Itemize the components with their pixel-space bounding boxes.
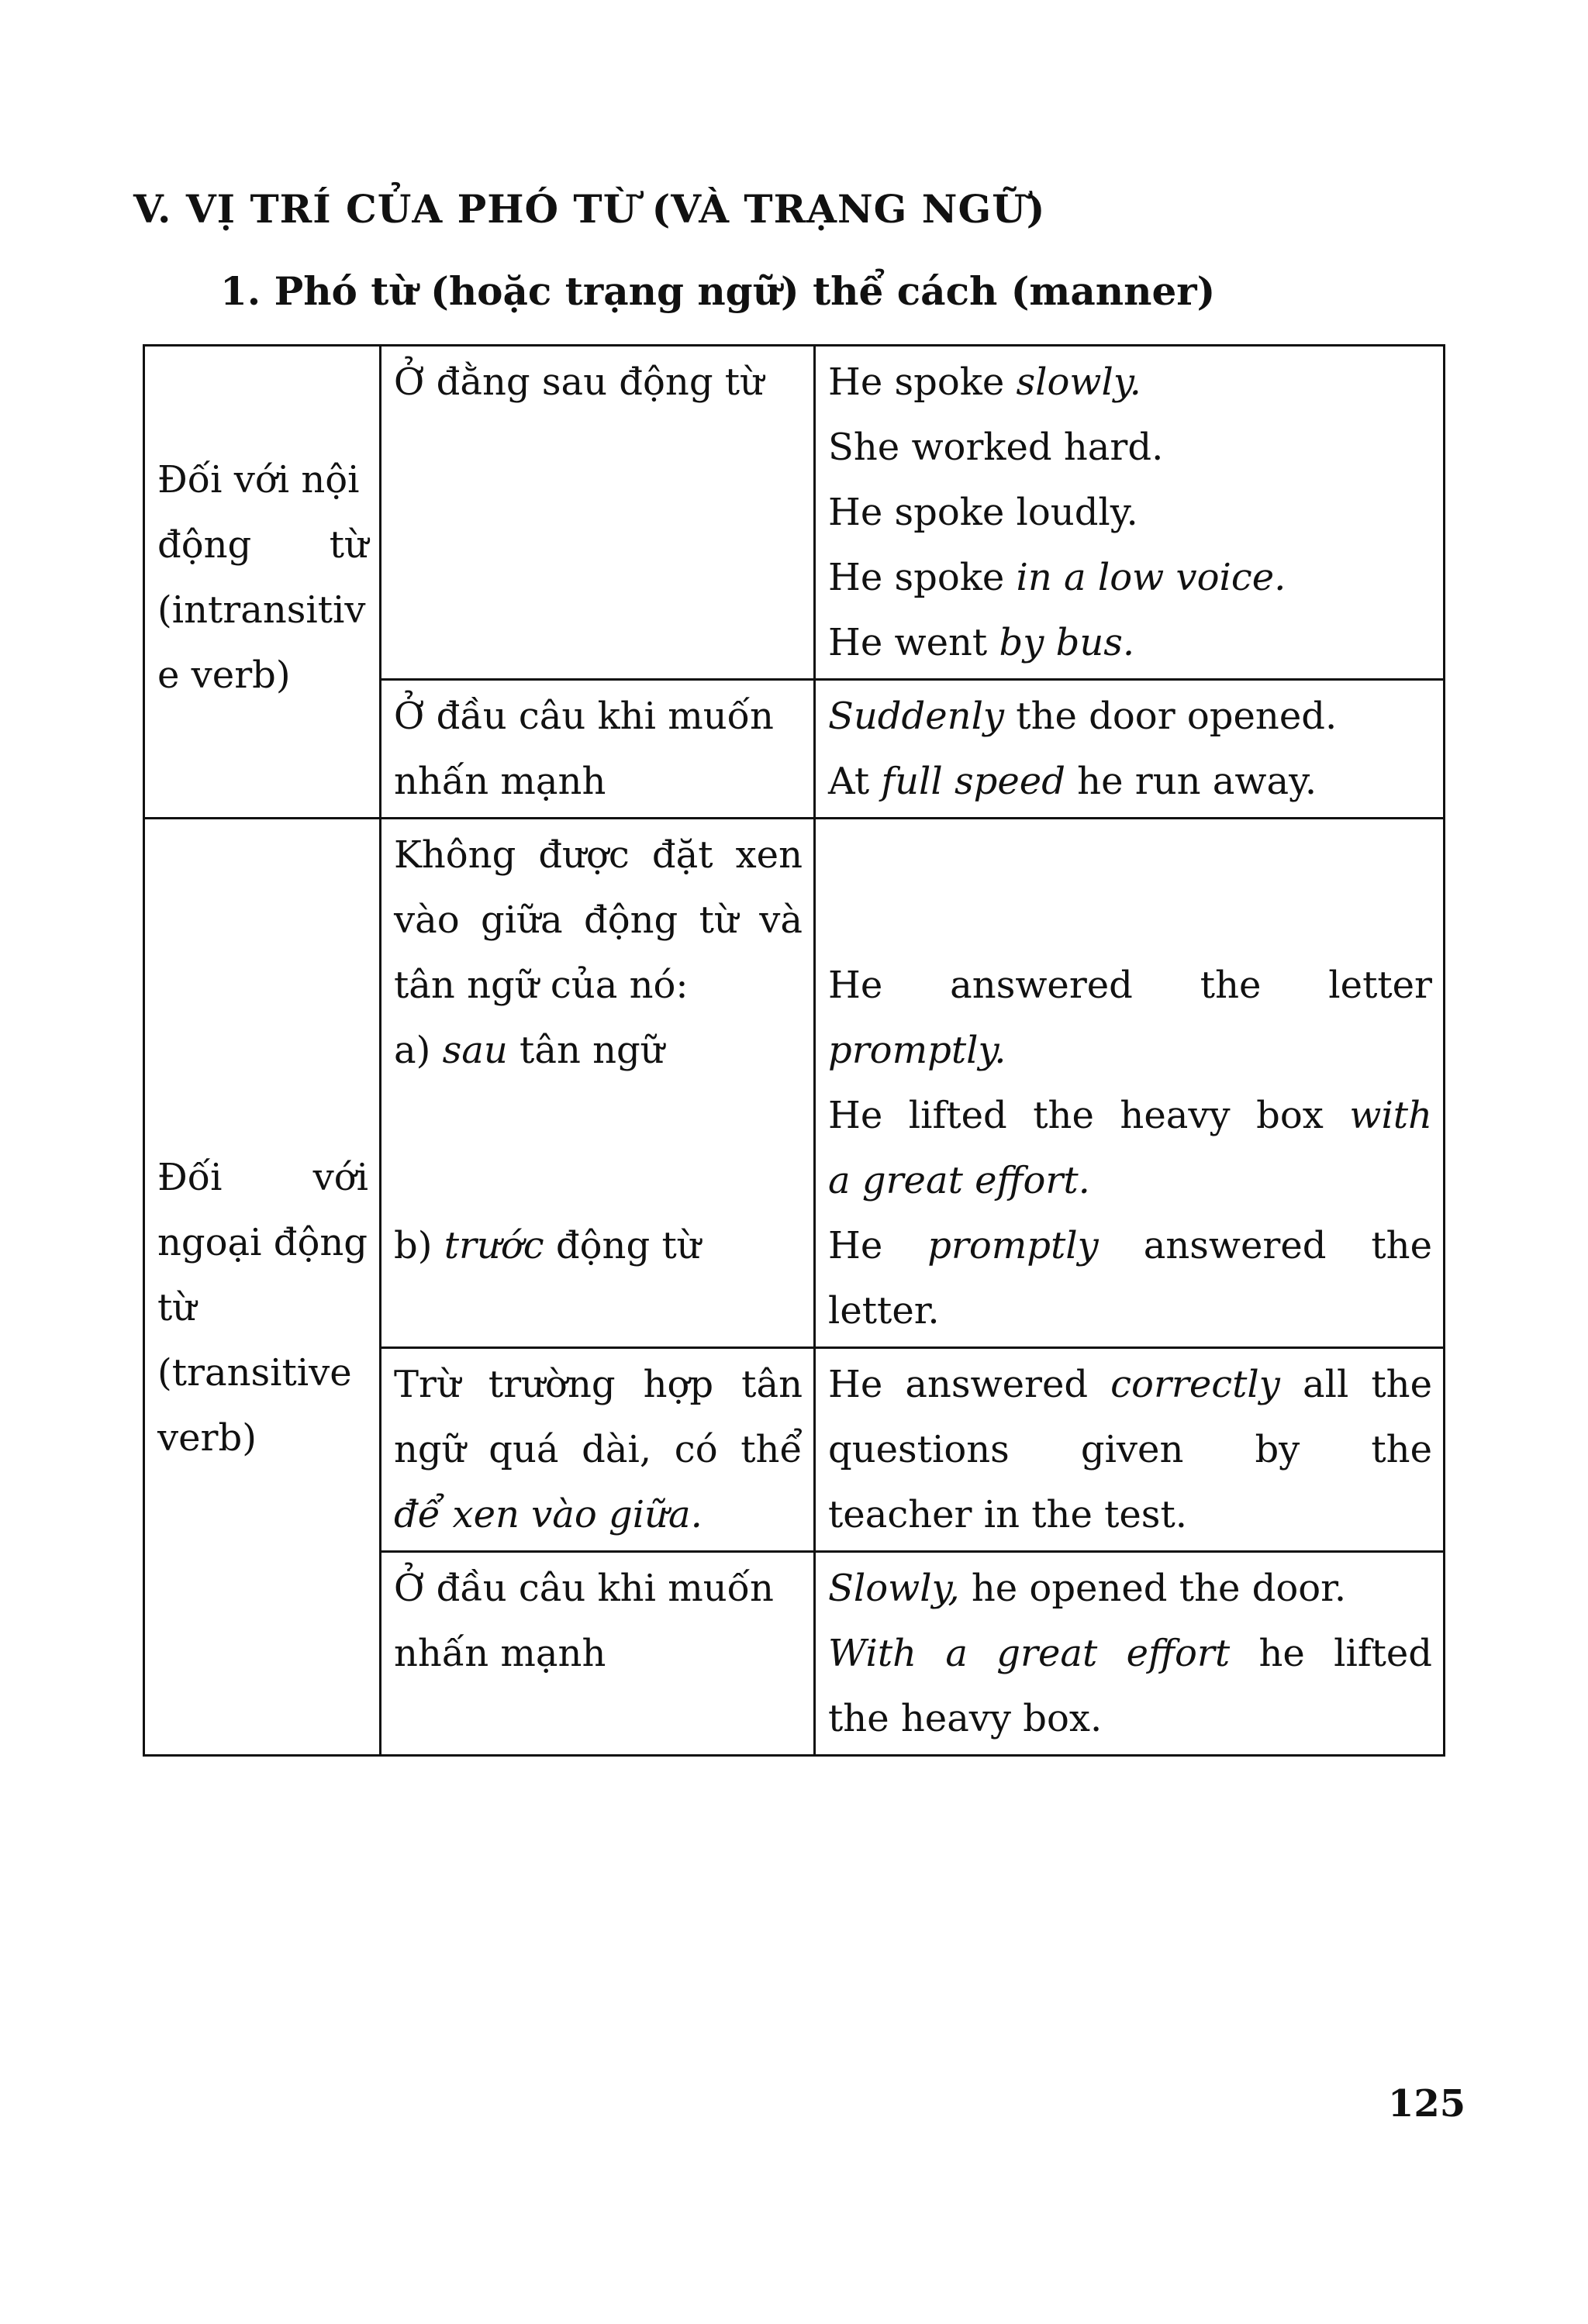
table-row — [144, 346, 1445, 680]
example-line: promptly. — [828, 1029, 1006, 1072]
position-line: nhấn mạnh — [394, 760, 606, 803]
example-line: letter. — [828, 1289, 940, 1333]
example-line: He went by bus. — [828, 621, 1135, 664]
label-line: Đối với nội — [157, 458, 360, 502]
example-line: the heavy box. — [828, 1697, 1103, 1740]
intransitive-label-cell — [144, 346, 381, 819]
example-line: Slowly, he opened the door. — [828, 1567, 1347, 1610]
position-line: Ở đầu câu khi muốn — [394, 695, 774, 738]
example-line: She worked hard. — [828, 426, 1164, 469]
position-cell — [381, 680, 815, 819]
example-line: He lifted the heavy box with — [828, 1094, 1432, 1137]
spacer — [394, 1083, 803, 1213]
example-line: He answered the letter — [828, 964, 1432, 1007]
example-line: questions given by the — [828, 1428, 1432, 1471]
position-cell — [381, 1348, 815, 1552]
example-line: a great effort. — [828, 1159, 1090, 1202]
position-line: tân ngữ của nó: — [394, 964, 689, 1007]
example-line: He spoke loudly. — [828, 491, 1138, 534]
position-line: Ở đằng sau động từ — [394, 360, 764, 404]
example-line: Suddenly the door opened. — [828, 695, 1338, 738]
label-line: ngoại động — [157, 1221, 368, 1264]
position-line: b) trước động từ — [394, 1224, 701, 1267]
position-cell — [381, 1552, 815, 1756]
position-line: Trừ trường hợp tân — [394, 1363, 803, 1406]
example-line: He spoke in a low voice. — [828, 556, 1286, 599]
example-line: He promptly answered the — [828, 1224, 1432, 1267]
position-line: Không được đặt xen — [394, 833, 803, 877]
example-cell — [815, 819, 1445, 1348]
example-cell — [815, 1348, 1445, 1552]
position-line: Ở đầu câu khi muốn — [394, 1567, 774, 1610]
example-cell — [815, 680, 1445, 819]
example-cell — [815, 1552, 1445, 1756]
section-heading: V. VỊ TRÍ CỦA PHÓ TỪ (VÀ TRẠNG NGỮ) — [133, 186, 1046, 232]
label-line: verb) — [157, 1416, 257, 1460]
position-cell — [381, 346, 815, 680]
position-line: để xen vào giữa. — [394, 1493, 703, 1536]
label-line: Đối với — [157, 1156, 368, 1199]
transitive-label-cell — [144, 819, 381, 1756]
position-line: a) sau tân ngữ — [394, 1029, 665, 1072]
example-line: With a great effort he lifted — [828, 1632, 1433, 1675]
label-line: e verb) — [157, 653, 291, 697]
label-line: từ — [157, 1286, 197, 1329]
label-line: (intransitiv — [157, 588, 366, 632]
position-line: vào giữa động từ và — [394, 898, 803, 942]
example-line: He spoke slowly. — [828, 360, 1141, 404]
position-line: ngữ quá dài, có thể — [394, 1428, 803, 1471]
label-line: động từ — [157, 523, 368, 567]
position-line: nhấn mạnh — [394, 1632, 606, 1675]
page-number: 125 — [1388, 2082, 1466, 2126]
example-cell — [815, 346, 1445, 680]
adverb-position-table — [143, 344, 1445, 1757]
label-line: (transitive — [157, 1351, 352, 1395]
subsection-heading: 1. Phó từ (hoặc trạng ngữ) thể cách (manner) — [220, 268, 1216, 314]
example-line: At full speed he run away. — [828, 760, 1317, 803]
example-line: teacher in the test. — [828, 1493, 1187, 1536]
spacer — [828, 822, 1432, 953]
table-row — [144, 819, 1445, 1348]
example-line: He answered correctly all the — [828, 1363, 1432, 1406]
position-cell — [381, 819, 815, 1348]
